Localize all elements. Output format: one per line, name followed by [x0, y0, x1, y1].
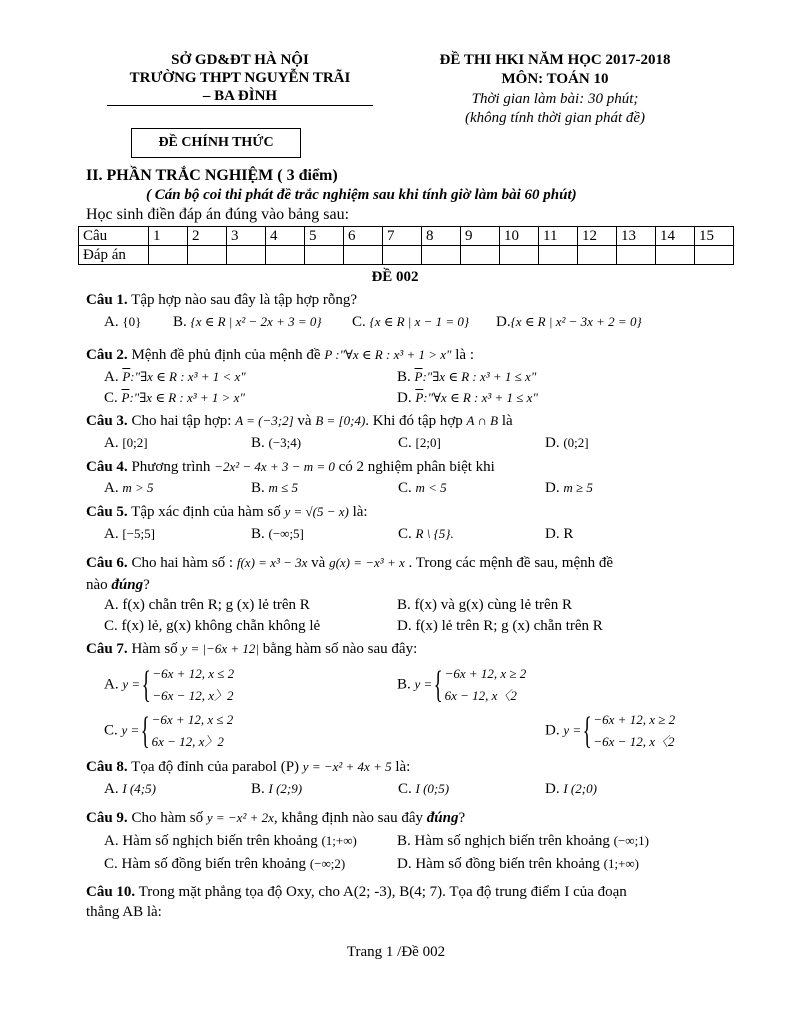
question-text-tail: là: — [352, 504, 368, 520]
question-3 — [86, 413, 513, 430]
option-letter: A. — [104, 526, 119, 542]
question-10-line2: thẳng AB là: — [86, 904, 162, 920]
option-math: :"∀x ∈ R : x³ + 1 ≤ x" — [423, 390, 538, 405]
answer-cell[interactable] — [266, 246, 305, 265]
option-math: :"∃x ∈ R : x³ + 1 ≤ x" — [422, 369, 537, 384]
question-text-tail: . Trong các mệnh đề sau, mệnh đề — [408, 555, 614, 571]
option-letter: B. — [251, 480, 265, 496]
answer-cell[interactable] — [305, 246, 344, 265]
q5-option-a — [104, 526, 155, 543]
section-title: II. PHẦN TRẮC NGHIỆM ( 3 điểm) — [86, 167, 338, 184]
question-number-cell: 2 — [188, 227, 227, 246]
option-letter: C. — [104, 390, 118, 406]
option-math: {x ∈ R | x² − 3x + 2 = 0} — [510, 314, 642, 329]
option-math: I (0;5) — [415, 781, 450, 796]
case-line: 6x − 12, x〈2 — [444, 688, 517, 703]
answer-cell[interactable] — [617, 246, 656, 265]
option-math: [−5;5] — [122, 526, 155, 541]
question-number-cell: 1 — [149, 227, 188, 246]
emphasis-text: đúng — [111, 577, 144, 593]
option-math: m > 5 — [122, 480, 154, 495]
question-number-cell: 3 — [227, 227, 266, 246]
question-text-tail: có 2 nghiệm phân biệt khi — [338, 459, 495, 475]
option-letter: B. — [251, 526, 265, 542]
option-math: m ≤ 5 — [268, 480, 299, 495]
answer-cell[interactable] — [422, 246, 461, 265]
q5-option-d: D. R — [545, 526, 574, 542]
case-line: −6x + 12, x ≥ 2 — [444, 666, 527, 681]
q9-option-d — [397, 856, 639, 873]
case-line: −6x + 12, x ≤ 2 — [151, 712, 234, 727]
q4-option-b — [251, 480, 298, 497]
option-math: R \ {5}. — [415, 526, 454, 541]
question-text: Trong mặt phẳng tọa độ Oxy, cho A(2; -3), B(4; 7). Tọa độ trung điểm I của đoạn — [138, 884, 627, 900]
brace-icon: { — [582, 710, 592, 752]
question-text: Hàm số — [131, 641, 178, 657]
q2-option-c — [104, 390, 245, 407]
question-label: Câu 4. — [86, 459, 128, 475]
question-label: Câu 9. — [86, 810, 128, 826]
question-text: Cho hàm số — [131, 810, 204, 826]
function-f: f(x) = x³ − 3x — [236, 555, 308, 570]
option-math: :"∃x ∈ R : x³ + 1 < x" — [130, 369, 246, 384]
option-letter: B. — [397, 676, 411, 693]
department-name: SỞ GD&ĐT HÀ NỘI — [171, 52, 309, 68]
q3-option-c — [398, 435, 441, 452]
option-text: B. Hàm số nghịch biến trên khoảng — [397, 833, 610, 849]
option-letter: A. — [104, 435, 119, 451]
table-row — [79, 227, 734, 246]
exam-subject: MÔN: TOÁN 10 — [501, 71, 609, 87]
option-letter: B. — [397, 369, 411, 385]
q9-option-c — [104, 856, 345, 873]
school-district: – BA ĐÌNH — [202, 88, 278, 104]
brace-icon: { — [141, 664, 151, 706]
question-math: P :"∀x ∈ R : x³ + 1 > x" — [324, 347, 452, 362]
question-label: Câu 6. — [86, 555, 128, 571]
question-math: −2x² − 4x + 3 − m = 0 — [214, 459, 335, 474]
option-math: y = — [121, 722, 140, 738]
option-letter: D. — [545, 480, 560, 496]
question-number-cell: 6 — [344, 227, 383, 246]
case-line: −6x − 12, x〈2 — [593, 734, 675, 749]
question-number-cell: 7 — [383, 227, 422, 246]
answer-cell[interactable] — [383, 246, 422, 265]
piecewise-cases — [593, 709, 675, 753]
question-label: Câu 1. — [86, 292, 128, 308]
option-letter: C. — [398, 526, 412, 542]
q1-option-c — [352, 314, 469, 331]
question-label: Câu 5. — [86, 504, 128, 520]
question-label: Câu 3. — [86, 413, 128, 429]
school-name: TRƯỜNG THPT NGUYỄN TRÃI — [129, 70, 351, 86]
exam-code: ĐỀ 002 — [371, 269, 419, 285]
negation-symbol: $\overline{P}$ — [122, 369, 131, 384]
q8-option-b — [251, 781, 302, 798]
question-text: Tọa độ đỉnh của parabol (P) — [131, 759, 300, 775]
question-text-mid: và — [297, 413, 312, 429]
q2-option-d — [397, 390, 538, 407]
answer-cell[interactable] — [578, 246, 617, 265]
option-letter: C. — [398, 435, 412, 451]
question-math: y = −x² + 4x + 5 — [302, 759, 392, 774]
exam-duration-note: (không tính thời gian phát đề) — [464, 110, 646, 126]
answer-cell[interactable] — [695, 246, 734, 265]
q6-option-c: C. f(x) lẻ, g(x) không chẵn không lẻ — [104, 618, 321, 634]
option-letter: A. — [104, 781, 119, 797]
option-math: I (2;9) — [268, 781, 303, 796]
answer-cell[interactable] — [500, 246, 539, 265]
page-footer: Trang 1 /Đề 002 — [346, 944, 446, 960]
option-math: m < 5 — [415, 480, 447, 495]
question-number-cell: 13 — [617, 227, 656, 246]
negation-symbol: $\overline{P}$ — [415, 390, 424, 405]
q4-option-a — [104, 480, 154, 497]
q3-option-b — [251, 435, 301, 452]
table-row — [79, 246, 734, 265]
q4-option-c — [398, 480, 447, 497]
question-4 — [86, 459, 495, 476]
option-letter: B. — [173, 314, 187, 330]
question-text-tail: . Khi đó tập hợp — [365, 413, 463, 429]
question-8 — [86, 759, 410, 776]
question-text: Tập xác định của hàm số — [131, 504, 281, 520]
q7-option-c — [104, 709, 233, 753]
question-text-end: là — [501, 413, 513, 429]
question-label: Câu 7. — [86, 641, 128, 657]
option-math: (1;+∞) — [603, 856, 640, 871]
q9-option-a — [104, 833, 357, 850]
question-math: y = √(5 − x) — [284, 504, 349, 519]
q8-option-d — [545, 781, 597, 798]
option-letter: D. — [545, 435, 560, 451]
table-row-label: Câu — [79, 227, 149, 246]
question-text-tail: là : — [455, 347, 475, 363]
question-math: y = |−6x + 12| — [181, 641, 259, 656]
question-6-line2 — [86, 577, 150, 594]
option-math: (−3;4) — [268, 435, 302, 450]
question-label: Câu 10. — [86, 884, 136, 900]
piecewise-cases — [152, 663, 234, 707]
header-divider — [107, 105, 373, 106]
option-letter: A. — [104, 676, 119, 693]
option-letter: A. — [104, 369, 119, 385]
brace-icon: { — [140, 710, 150, 752]
q7-option-b — [397, 663, 526, 707]
question-text: nào — [86, 577, 112, 593]
option-math: (0;2] — [563, 435, 589, 450]
question-text-tail: bằng hàm số nào sau đây: — [262, 641, 418, 657]
function-g: g(x) = −x³ + x — [329, 555, 405, 570]
question-number-cell: 11 — [539, 227, 578, 246]
answer-cell[interactable] — [344, 246, 383, 265]
q1-option-b — [173, 314, 322, 331]
case-line: −6x + 12, x ≤ 2 — [152, 666, 235, 681]
set-intersection: A ∩ B — [466, 413, 499, 428]
official-exam-box: ĐỀ CHÍNH THỨC — [131, 128, 301, 158]
question-number-cell: 12 — [578, 227, 617, 246]
table-row-label: Đáp án — [79, 246, 149, 265]
option-letter: A. — [104, 314, 119, 330]
question-text-tail: là: — [395, 759, 411, 775]
option-math: :"∃x ∈ R : x³ + 1 > x" — [129, 390, 245, 405]
question-7 — [86, 641, 417, 658]
q3-option-a — [104, 435, 148, 452]
set-a: A = (−3;2] — [235, 413, 294, 428]
question-text: Phương trình — [131, 459, 211, 475]
option-math: y = — [563, 722, 582, 738]
option-text: D. Hàm số đồng biến trên khoảng — [397, 856, 600, 872]
option-letter: C. — [398, 781, 412, 797]
option-letter: D. — [545, 781, 560, 797]
q1-option-d — [496, 314, 642, 331]
answer-cell[interactable] — [227, 246, 266, 265]
piecewise-cases — [152, 709, 234, 753]
case-line: 6x − 12, x〉2 — [151, 734, 224, 749]
q5-option-c — [398, 526, 454, 543]
brace-icon: { — [433, 664, 443, 706]
question-number-cell: 9 — [461, 227, 500, 246]
question-text: Tập hợp nào sau đây là tập hợp rỗng? — [131, 292, 357, 308]
question-text: Cho hai tập hợp: — [131, 413, 232, 429]
question-number-cell: 8 — [422, 227, 461, 246]
negation-symbol: $\overline{P}$ — [414, 369, 423, 384]
option-letter: B. — [251, 781, 265, 797]
question-text: Cho hai hàm số : — [131, 555, 234, 571]
question-number-cell: 5 — [305, 227, 344, 246]
option-math: y = — [414, 676, 433, 692]
case-line: −6x − 12, x〉2 — [152, 688, 234, 703]
option-letter: D. — [545, 722, 560, 739]
q6-option-a: A. f(x) chẵn trên R; g (x) lẻ trên R — [104, 597, 310, 613]
question-1 — [86, 292, 357, 309]
option-math: {0} — [122, 314, 142, 329]
question-number-cell: 15 — [695, 227, 734, 246]
question-5 — [86, 504, 368, 521]
q7-option-d — [545, 709, 675, 753]
q2-option-b — [397, 369, 536, 386]
option-letter: C. — [104, 722, 118, 739]
q4-option-d — [545, 480, 593, 497]
exam-title: ĐỀ THI HKI NĂM HỌC 2017-2018 — [439, 52, 671, 68]
option-math: {x ∈ R | x − 1 = 0} — [369, 314, 470, 329]
option-math: {x ∈ R | x² − 2x + 3 = 0} — [190, 314, 322, 329]
answer-table — [78, 226, 734, 265]
option-letter: D. — [496, 314, 511, 330]
option-math: (−∞;5] — [268, 526, 304, 541]
q6-option-d: D. f(x) lẻ trên R; g (x) chẵn trên R — [397, 618, 603, 634]
negation-symbol: $\overline{P}$ — [121, 390, 130, 405]
option-letter: C. — [352, 314, 366, 330]
question-label: Câu 2. — [86, 347, 128, 363]
exam-duration: Thời gian làm bài: 30 phút; — [471, 91, 639, 107]
option-math: (−∞;2) — [309, 856, 346, 871]
answer-cell[interactable] — [149, 246, 188, 265]
q1-option-a — [104, 314, 141, 331]
q6-option-b: B. f(x) và g(x) cùng lẻ trên R — [397, 597, 572, 613]
option-text: A. Hàm số nghịch biến trên khoảng — [104, 833, 318, 849]
question-math: y = −x² + 2x — [206, 810, 274, 825]
answer-table-instruction: Học sinh điền đáp án đúng vào bảng sau: — [86, 206, 350, 223]
q8-option-a — [104, 781, 156, 798]
option-math: [2;0] — [415, 435, 441, 450]
question-text-tail: , khẳng định nào sau đây — [273, 810, 424, 826]
option-letter: C. — [398, 480, 412, 496]
set-b: B = [0;4) — [315, 413, 366, 428]
q5-option-b — [251, 526, 304, 543]
q9-option-b — [397, 833, 649, 850]
option-text: C. Hàm số đồng biến trên khoảng — [104, 856, 307, 872]
question-text-mid: và — [311, 555, 326, 571]
option-letter: B. — [251, 435, 265, 451]
question-text: Mệnh đề phủ định của mệnh đề — [131, 347, 321, 363]
option-math: m ≥ 5 — [563, 480, 593, 495]
question-text: ? — [143, 577, 150, 593]
question-10 — [86, 884, 627, 901]
question-number-cell: 10 — [500, 227, 539, 246]
answer-cell[interactable] — [461, 246, 500, 265]
q7-option-a — [104, 663, 234, 707]
q2-option-a — [104, 369, 246, 386]
question-6 — [86, 555, 613, 572]
emphasis-text: đúng — [426, 810, 459, 826]
option-letter: D. — [397, 390, 412, 406]
answer-cell[interactable] — [656, 246, 695, 265]
option-math: (−∞;1) — [613, 833, 650, 848]
option-math: I (4;5) — [122, 781, 156, 796]
question-number-cell: 4 — [266, 227, 305, 246]
question-number-cell: 14 — [656, 227, 695, 246]
answer-cell[interactable] — [188, 246, 227, 265]
question-text-end: ? — [458, 810, 466, 826]
question-2 — [86, 347, 474, 364]
option-letter: A. — [104, 480, 119, 496]
question-9 — [86, 810, 465, 827]
option-math: I (2;0) — [563, 781, 597, 796]
question-label: Câu 8. — [86, 759, 128, 775]
q3-option-d — [545, 435, 589, 452]
option-math: y = — [122, 676, 141, 692]
answer-cell[interactable] — [539, 246, 578, 265]
case-line: −6x + 12, x ≥ 2 — [593, 712, 676, 727]
option-math: (1;+∞) — [321, 833, 357, 848]
option-math: [0;2] — [122, 435, 148, 450]
section-instruction: ( Cán bộ coi thi phát đề trắc nghiệm sau khi tính giờ làm bài 60 phút) — [146, 187, 577, 203]
q8-option-c — [398, 781, 449, 798]
piecewise-cases — [445, 663, 527, 707]
